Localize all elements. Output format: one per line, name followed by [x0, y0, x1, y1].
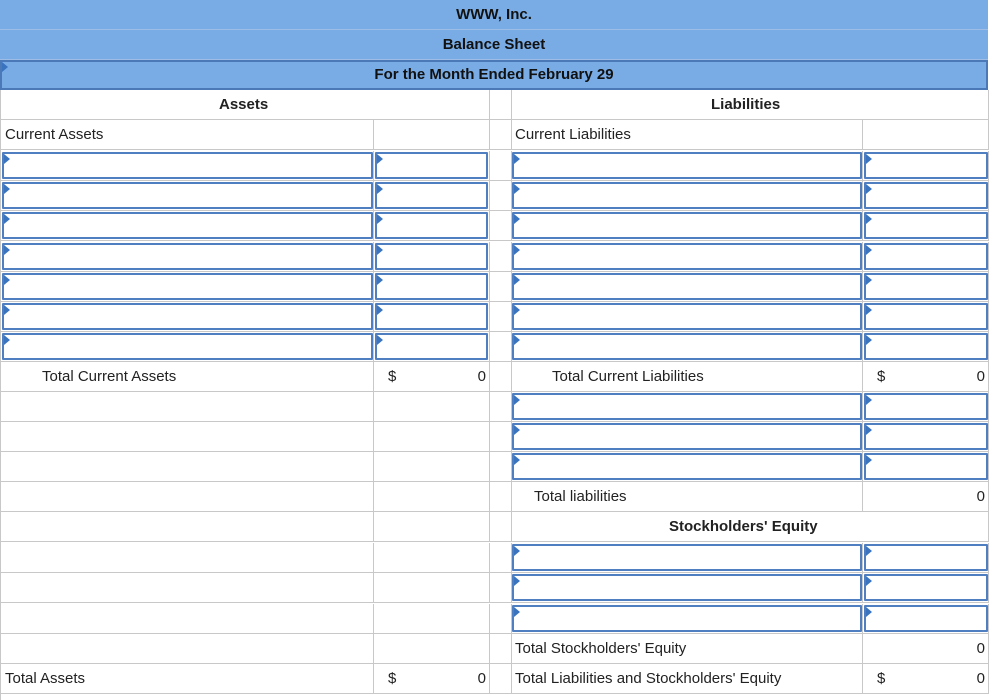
total-current-assets-value: 0	[477, 368, 486, 385]
total-liabilities-and-equity-label: Total Liabilities and Stockholders' Equity	[515, 670, 782, 687]
currency-symbol: $	[388, 368, 397, 385]
current-item-row	[0, 181, 988, 211]
total-liabilities-label: Total liabilities	[534, 488, 627, 505]
dropdown-marker-icon	[377, 214, 383, 224]
assets-heading: Assets	[219, 96, 269, 113]
dropdown-marker-icon	[514, 335, 520, 345]
currency-symbol: $	[388, 670, 397, 687]
long-term-row	[0, 452, 988, 482]
dropdown-marker-icon	[514, 214, 520, 224]
liability-account-input[interactable]	[512, 212, 862, 239]
equity-heading-row	[0, 512, 988, 542]
dropdown-marker-icon	[866, 335, 872, 345]
dropdown-marker-icon	[866, 184, 872, 194]
current-item-row	[0, 302, 988, 332]
dropdown-marker-icon	[866, 576, 872, 586]
total-current-assets-label: Total Current Assets	[42, 368, 177, 385]
currency-symbol: $	[877, 368, 886, 385]
dropdown-marker-icon	[866, 425, 872, 435]
equity-account-input[interactable]	[512, 574, 862, 601]
liability-account-input[interactable]	[512, 393, 862, 420]
dropdown-marker-icon	[514, 546, 520, 556]
company-name: WWW, Inc.	[0, 0, 988, 30]
asset-amount-input[interactable]	[375, 303, 488, 330]
liability-amount-input[interactable]	[864, 243, 988, 270]
dropdown-marker-icon	[866, 455, 872, 465]
asset-amount-input[interactable]	[375, 243, 488, 270]
asset-account-input[interactable]	[2, 303, 373, 330]
dropdown-marker-icon	[514, 245, 520, 255]
dropdown-marker-icon	[866, 275, 872, 285]
total-current-row	[0, 362, 988, 392]
liability-account-input[interactable]	[512, 303, 862, 330]
dropdown-marker-icon	[514, 425, 520, 435]
section-label-row	[0, 120, 988, 150]
liability-account-input[interactable]	[512, 243, 862, 270]
liability-account-input[interactable]	[512, 273, 862, 300]
total-current-liabilities-value: 0	[976, 368, 985, 385]
dropdown-marker-icon	[377, 154, 383, 164]
current-assets-label: Current Assets	[5, 126, 104, 143]
equity-row	[0, 543, 988, 573]
dropdown-marker-icon	[866, 154, 872, 164]
dropdown-marker-icon	[866, 305, 872, 315]
dropdown-marker-icon	[514, 154, 520, 164]
dropdown-marker-icon	[866, 245, 872, 255]
total-equity-row	[0, 634, 988, 664]
dropdown-marker-icon	[4, 214, 10, 224]
dropdown-marker-icon	[514, 455, 520, 465]
dropdown-marker-icon	[2, 62, 8, 72]
current-item-row	[0, 242, 988, 272]
asset-amount-input[interactable]	[375, 212, 488, 239]
total-liabilities-and-equity-value: 0	[976, 670, 985, 687]
stockholders-equity-heading: Stockholders' Equity	[669, 518, 818, 535]
total-liabilities-row	[0, 482, 988, 512]
dropdown-marker-icon	[377, 305, 383, 315]
liability-account-input[interactable]	[512, 152, 862, 179]
liabilities-heading: Liabilities	[711, 96, 781, 113]
liability-amount-input[interactable]	[864, 273, 988, 300]
asset-account-input[interactable]	[2, 243, 373, 270]
liability-account-input[interactable]	[512, 333, 862, 360]
dropdown-marker-icon	[377, 245, 383, 255]
dropdown-marker-icon	[866, 214, 872, 224]
liability-amount-input[interactable]	[864, 212, 988, 239]
dropdown-marker-icon	[514, 184, 520, 194]
long-term-row	[0, 392, 988, 422]
liability-amount-input[interactable]	[864, 182, 988, 209]
liability-amount-input[interactable]	[864, 152, 988, 179]
dropdown-marker-icon	[4, 305, 10, 315]
liability-account-input[interactable]	[512, 453, 862, 480]
dropdown-marker-icon	[866, 607, 872, 617]
current-item-row	[0, 151, 988, 181]
asset-account-input[interactable]	[2, 333, 373, 360]
asset-account-input[interactable]	[2, 273, 373, 300]
dropdown-marker-icon	[4, 335, 10, 345]
period-label: For the Month Ended February 29	[374, 66, 614, 83]
dropdown-marker-icon	[514, 576, 520, 586]
liability-amount-input[interactable]	[864, 333, 988, 360]
liability-amount-input[interactable]	[864, 453, 988, 480]
grand-total-row	[0, 664, 988, 694]
dropdown-marker-icon	[4, 184, 10, 194]
dropdown-marker-icon	[866, 546, 872, 556]
total-current-liabilities-label: Total Current Liabilities	[552, 368, 704, 385]
equity-row	[0, 604, 988, 634]
current-item-row	[0, 272, 988, 302]
total-liabilities-value: 0	[976, 488, 985, 505]
period-selector[interactable]	[0, 60, 988, 90]
liability-amount-input[interactable]	[864, 423, 988, 450]
equity-amount-input[interactable]	[864, 605, 988, 632]
asset-account-input[interactable]	[2, 182, 373, 209]
dropdown-marker-icon	[377, 335, 383, 345]
current-liabilities-label: Current Liabilities	[515, 126, 631, 143]
long-term-row	[0, 422, 988, 452]
equity-amount-input[interactable]	[864, 574, 988, 601]
asset-account-input[interactable]	[2, 212, 373, 239]
dropdown-marker-icon	[514, 395, 520, 405]
asset-amount-input[interactable]	[375, 152, 488, 179]
dropdown-marker-icon	[514, 305, 520, 315]
dropdown-marker-icon	[514, 607, 520, 617]
dropdown-marker-icon	[377, 275, 383, 285]
liability-amount-input[interactable]	[864, 303, 988, 330]
liability-amount-input[interactable]	[864, 393, 988, 420]
equity-account-input[interactable]	[512, 605, 862, 632]
dropdown-marker-icon	[4, 154, 10, 164]
dropdown-marker-icon	[377, 184, 383, 194]
asset-account-input[interactable]	[2, 152, 373, 179]
dropdown-marker-icon	[4, 275, 10, 285]
equity-account-input[interactable]	[512, 544, 862, 571]
asset-amount-input[interactable]	[375, 182, 488, 209]
statement-title: Balance Sheet	[0, 30, 988, 60]
dropdown-marker-icon	[514, 275, 520, 285]
total-stockholders-equity-value: 0	[976, 640, 985, 657]
asset-amount-input[interactable]	[375, 273, 488, 300]
liability-account-input[interactable]	[512, 423, 862, 450]
equity-row	[0, 573, 988, 603]
currency-symbol: $	[877, 670, 886, 687]
dropdown-marker-icon	[4, 245, 10, 255]
column-header-row	[0, 90, 988, 120]
equity-amount-input[interactable]	[864, 544, 988, 571]
current-item-row	[0, 211, 988, 241]
liability-account-input[interactable]	[512, 182, 862, 209]
dropdown-marker-icon	[866, 395, 872, 405]
asset-amount-input[interactable]	[375, 333, 488, 360]
current-item-row	[0, 332, 988, 362]
total-assets-value: 0	[477, 670, 486, 687]
total-assets-label: Total Assets	[5, 670, 86, 687]
total-stockholders-equity-label: Total Stockholders' Equity	[515, 640, 687, 657]
